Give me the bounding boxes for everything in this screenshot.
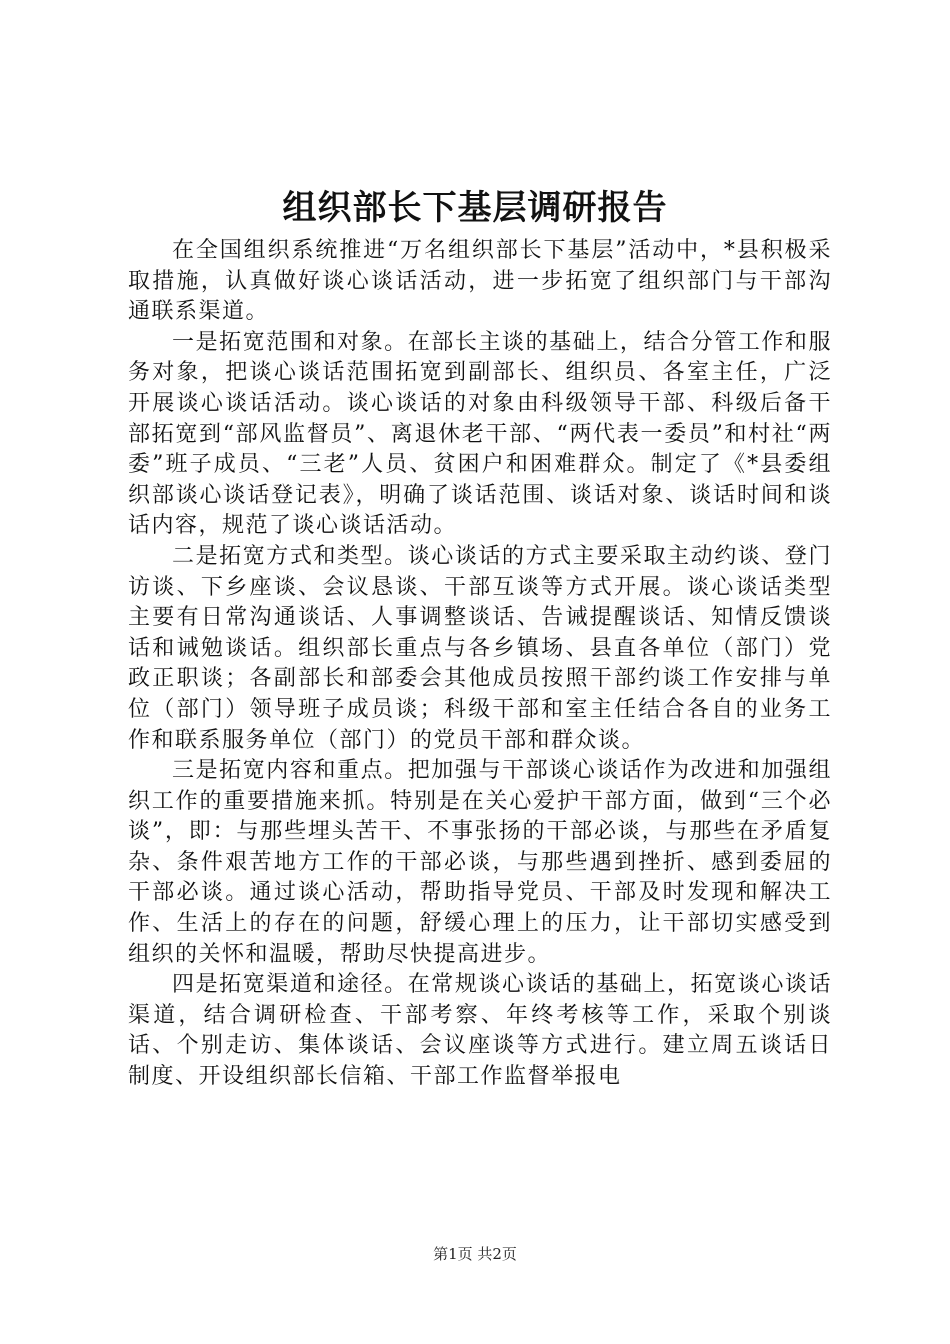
paragraph-channels: 四是拓宽渠道和途径。在常规谈心谈话的基础上，拓宽谈心谈话渠道，结合调研检查、干部考察、年终考核等工作，采取个别谈话、个别走访、集体谈话、会议座谈等方式进行。建立周五谈话日制度、开设组织部长信箱、干部工作监督举报电 <box>128 972 832 1090</box>
document-title: 组织部长下基层调研报告 <box>282 188 668 228</box>
paragraph-methods: 二是拓宽方式和类型。谈心谈话的方式主要采取主动约谈、登门访谈、下乡座谈、会议恳谈、干部互谈等方式开展。谈心谈话类型主要有日常沟通谈话、人事调整谈话、告诫提醒谈话、知情反馈谈话和诫勉谈话。组织部长重点与各乡镇场、县直各单位（部门）党政正职谈；各副部长和部委会其他成员按照干部约谈工作安排与单位（部门）领导班子成员谈；科级干部和室主任结合各自的业务工作和联系服务单位（部门）的党员干部和群众谈。 <box>128 543 832 753</box>
document-body <box>128 236 832 1093</box>
paragraph-scope: 一是拓宽范围和对象。在部长主谈的基础上，结合分管工作和服务对象，把谈心谈话范围拓宽到副部长、组织员、各室主任，广泛开展谈心谈话活动。谈心谈话的对象由科级领导干部、科级后备干部拓宽到“部风监督员”、离退休老干部、“两代表一委员”和村社“两委”班子成员、“三老”人员、贫困户和困难群众。制定了《*县委组织部谈心谈话登记表》，明确了谈话范围、谈话对象、谈话时间和谈话内容，规范了谈心谈话活动。 <box>128 329 832 539</box>
paragraph-intro: 在全国组织系统推进“万名组织部长下基层”活动中，*县积极采取措施，认真做好谈心谈话活动，进一步拓宽了组织部门与干部沟通联系渠道。 <box>128 238 832 325</box>
paragraph-content: 三是拓宽内容和重点。把加强与干部谈心谈话作为改进和加强组织工作的重要措施来抓。特别是在关心爱护干部方面，做到“三个必谈”，即：与那些埋头苦干、不事张扬的干部必谈，与那些在矛盾复杂、条件艰苦地方工作的干部必谈，与那些遇到挫折、感到委屈的干部必谈。通过谈心活动，帮助指导党员、干部及时发现和解决工作、生活上的存在的问题，舒缓心理上的压力，让干部切实感受到组织的关怀和温暖，帮助尽快提高进步。 <box>128 758 832 967</box>
page-number-footer: 第1页 共2页 <box>433 1245 517 1263</box>
